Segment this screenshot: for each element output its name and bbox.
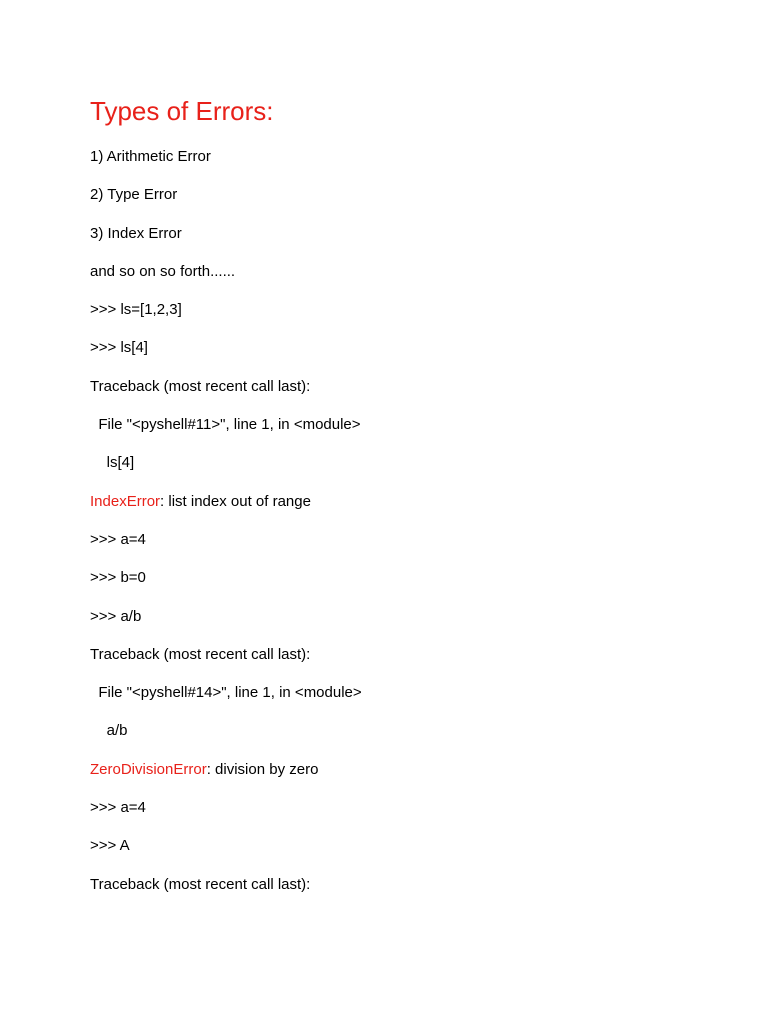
code-line [90,798,362,836]
code-line [90,530,362,568]
list-item [90,147,362,185]
line-text: and so on so forth...... [90,262,236,280]
code-line [90,836,362,874]
error-name: IndexError [90,492,161,510]
line-text: Traceback (most recent call last): [90,645,311,663]
traceback-line [90,683,362,721]
line-text: Traceback (most recent call last): [90,377,311,395]
error-message: : division by zero [206,760,319,778]
line-text: 2) Type Error [90,186,178,204]
code-line [90,338,362,376]
error-line [90,492,362,530]
line-text: a/b [90,722,128,740]
list-item [90,224,362,262]
line-text: >>> ls[4] [90,339,148,357]
error-line [90,760,362,798]
line-text: 3) Index Error [90,224,182,242]
traceback-line [90,415,362,453]
line-text: >>> a=4 [90,530,146,548]
list-item [90,185,362,223]
line-text: >>> ls=[1,2,3] [90,301,182,319]
content-lines [90,147,362,913]
line-text: >>> b=0 [90,569,146,587]
error-message: : list index out of range [160,492,311,510]
list-item [90,262,362,300]
line-text: Traceback (most recent call last): [90,875,311,893]
line-text: >>> a=4 [90,799,146,817]
traceback-line [90,377,362,415]
error-name: ZeroDivisionError [90,760,207,778]
line-text: >>> a/b [90,607,142,625]
traceback-line [90,875,362,913]
line-text: ls[4] [90,454,135,472]
code-line [90,607,362,645]
line-text: File "<pyshell#14>", line 1, in <module> [90,684,362,702]
page-title: Types of Errors: [90,96,274,126]
line-text: 1) Arithmetic Error [90,148,211,165]
code-line [90,568,362,606]
line-text: >>> A [90,837,130,855]
code-line [90,300,362,338]
traceback-line [90,721,362,759]
line-text: File "<pyshell#11>", line 1, in <module> [90,416,361,434]
traceback-line [90,645,362,683]
traceback-line [90,453,362,491]
